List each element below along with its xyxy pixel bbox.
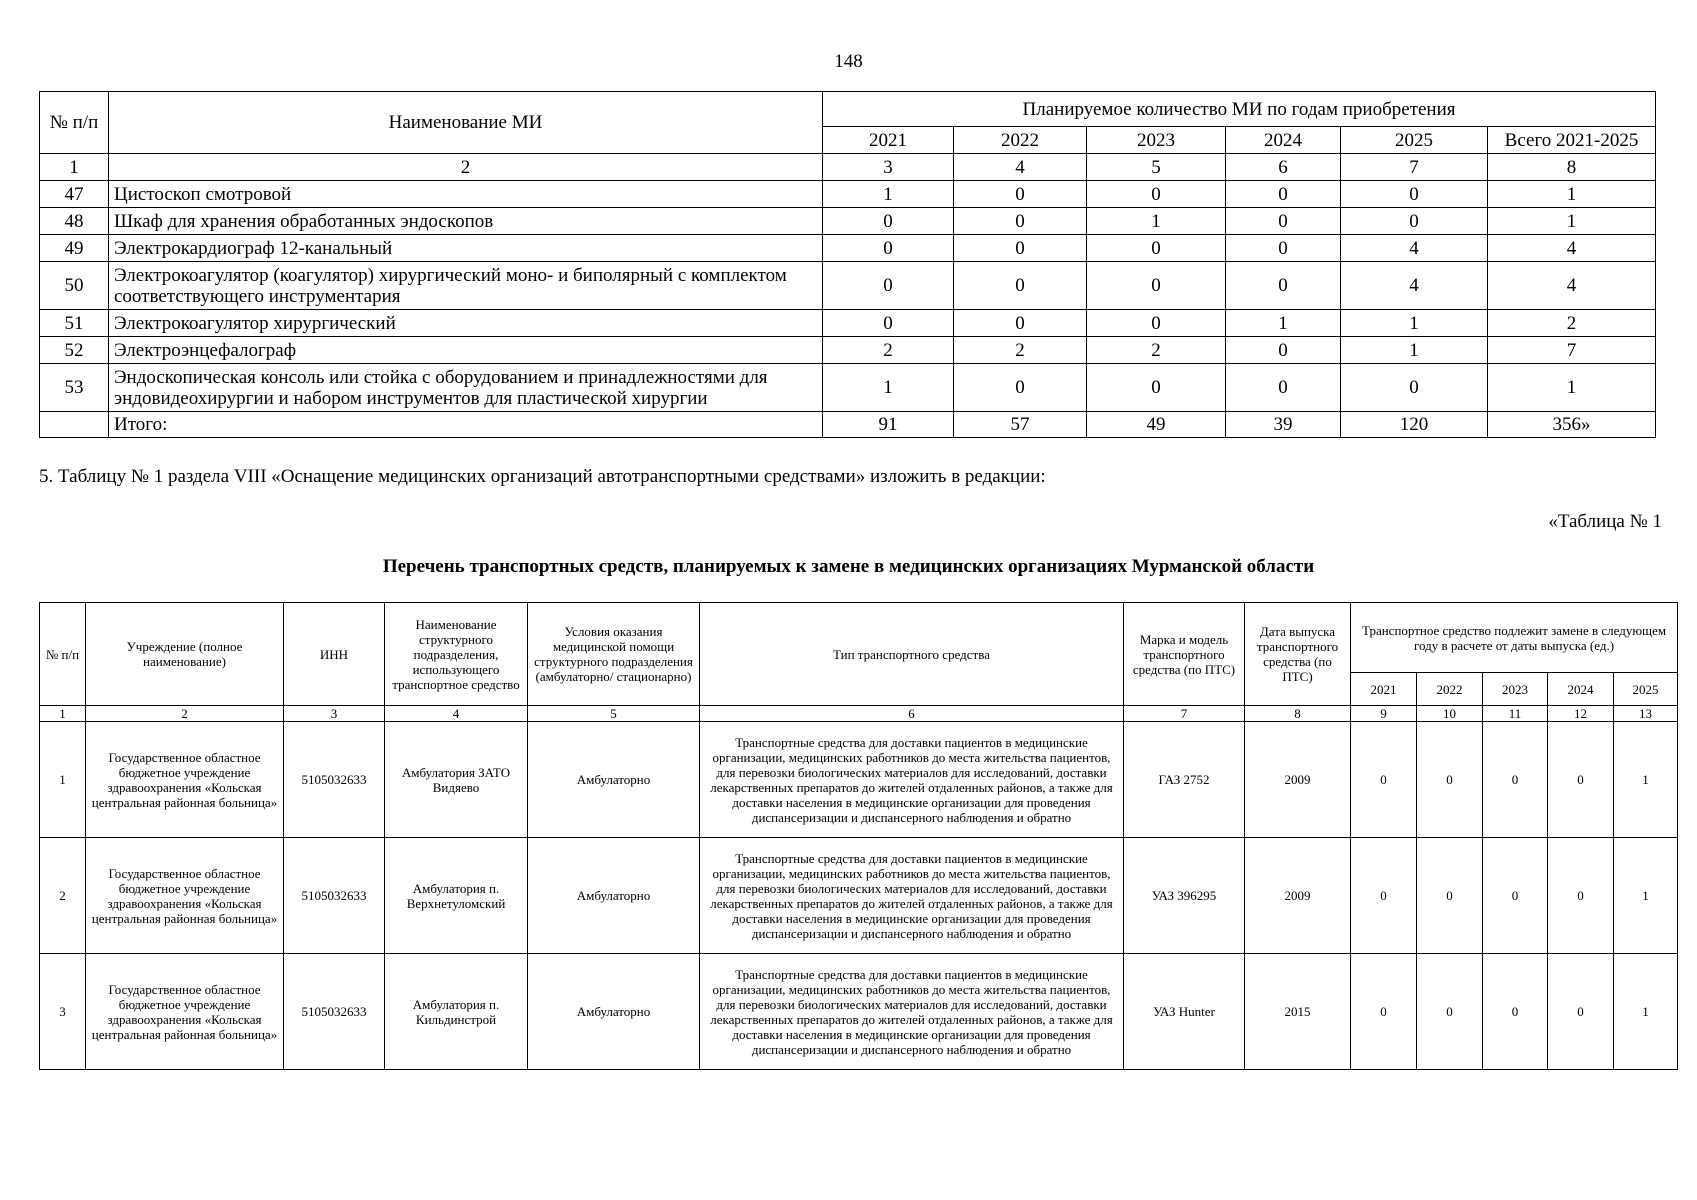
row-value: 1 — [1488, 364, 1656, 412]
row-value: 0 — [954, 262, 1087, 310]
row-value: 0 — [1548, 838, 1614, 954]
column-number-row — [40, 154, 1656, 181]
row-value: 1 — [823, 181, 954, 208]
row-value: 0 — [823, 310, 954, 337]
col-number: 3 — [823, 154, 954, 181]
row-value: 0 — [1226, 181, 1341, 208]
row-value: 0 — [823, 235, 954, 262]
row-model: УАЗ Hunter — [1124, 954, 1245, 1070]
row-name: Шкаф для хранения обработанных эндоскопов — [109, 208, 823, 235]
row-release: 2009 — [1245, 838, 1351, 954]
row-value: 0 — [1087, 310, 1226, 337]
col-number: 8 — [1488, 154, 1656, 181]
row-unit: Амбулатория п. Верхнетуломский — [385, 838, 528, 954]
row-value: 0 — [1548, 954, 1614, 1070]
col-number: 9 — [1351, 706, 1417, 722]
row-num: 49 — [40, 235, 109, 262]
row-value: 0 — [823, 262, 954, 310]
row-value: 0 — [954, 235, 1087, 262]
header-unit: Наименование структурного подразделения, использующего транспортное средство — [385, 603, 528, 706]
col-number: 8 — [1245, 706, 1351, 722]
row-num: 1 — [40, 722, 86, 838]
table-row — [40, 722, 1678, 838]
row-value: 7 — [1488, 337, 1656, 364]
row-value: 0 — [954, 364, 1087, 412]
table-row — [40, 838, 1678, 954]
year-header: 2023 — [1087, 127, 1226, 154]
row-value: 1 — [1226, 310, 1341, 337]
year-header: 2021 — [823, 127, 954, 154]
col-number: 7 — [1124, 706, 1245, 722]
header-name: Наименование МИ — [109, 92, 823, 154]
row-value: 4 — [1341, 262, 1488, 310]
row-vehicle-type: Транспортные средства для доставки пациентов в медицинские организации, медицинских работников до места жительства пациентов, для перевозки биологических материалов для исследований, доставки лекарственных препаратов до жителей отдаленных районов, а также для доставки населения в медицинские организации для проведения диспансеризации и диспансерного наблюдения и обратно — [700, 954, 1124, 1070]
page-number: 148 — [834, 51, 863, 72]
row-inn: 5105032633 — [284, 838, 385, 954]
row-inn: 5105032633 — [284, 954, 385, 1070]
col-number: 10 — [1417, 706, 1483, 722]
row-num: 2 — [40, 838, 86, 954]
row-value: 0 — [1226, 364, 1341, 412]
row-name: Эндоскопическая консоль или стойка с оборудованием и принадлежностями для эндовидеохирургии и набором инструментов для пластической хирургии — [109, 364, 823, 412]
row-conditions: Амбулаторно — [528, 838, 700, 954]
col-number: 4 — [954, 154, 1087, 181]
year-header: 2025 — [1341, 127, 1488, 154]
row-num: 52 — [40, 337, 109, 364]
table-reference: «Таблица № 1 — [1548, 511, 1662, 532]
column-number-row — [40, 706, 1678, 722]
row-value: 0 — [1341, 364, 1488, 412]
col-number: 6 — [700, 706, 1124, 722]
row-value: 0 — [1341, 208, 1488, 235]
row-value: 0 — [1351, 954, 1417, 1070]
row-conditions: Амбулаторно — [528, 722, 700, 838]
vehicles-table — [39, 602, 1678, 1070]
col-number: 11 — [1483, 706, 1548, 722]
row-value: 1 — [1488, 208, 1656, 235]
row-value: 1 — [1087, 208, 1226, 235]
row-name: Электрокоагулятор хирургический — [109, 310, 823, 337]
header-vehicle-type: Тип транспортного средства — [700, 603, 1124, 706]
row-model: ГАЗ 2752 — [1124, 722, 1245, 838]
row-name: Электрокардиограф 12-канальный — [109, 235, 823, 262]
total-value: 120 — [1341, 412, 1488, 438]
year-header: Всего 2021-2025 — [1488, 127, 1656, 154]
table-row — [40, 337, 1656, 364]
row-value: 0 — [1351, 838, 1417, 954]
row-value: 2 — [1087, 337, 1226, 364]
row-value: 0 — [1483, 722, 1548, 838]
row-name: Электроэнцефалограф — [109, 337, 823, 364]
year-header: 2024 — [1548, 673, 1614, 706]
row-vehicle-type: Транспортные средства для доставки пациентов в медицинские организации, медицинских работников до места жительства пациентов, для перевозки биологических материалов для исследований, доставки лекарственных препаратов до жителей отдаленных районов, а также для доставки населения в медицинские организации для проведения диспансеризации и диспансерного наблюдения и обратно — [700, 722, 1124, 838]
total-row — [40, 412, 1656, 438]
row-vehicle-type: Транспортные средства для доставки пациентов в медицинские организации, медицинских работников до места жительства пациентов, для перевозки биологических материалов для исследований, доставки лекарственных препаратов до жителей отдаленных районов, а также для доставки населения в медицинские организации для проведения диспансеризации и диспансерного наблюдения и обратно — [700, 838, 1124, 954]
row-value: 1 — [1614, 954, 1678, 1070]
header-inn: ИНН — [284, 603, 385, 706]
row-value: 0 — [1417, 722, 1483, 838]
year-header: 2022 — [954, 127, 1087, 154]
row-value: 1 — [1488, 181, 1656, 208]
year-header: 2021 — [1351, 673, 1417, 706]
total-value: 91 — [823, 412, 954, 438]
row-num: 51 — [40, 310, 109, 337]
row-value: 2 — [1488, 310, 1656, 337]
header-conditions: Условия оказания медицинской помощи структурного подразделения (амбулаторно/ стационарно) — [528, 603, 700, 706]
row-value: 0 — [1087, 262, 1226, 310]
header-num: № п/п — [40, 92, 109, 154]
row-name: Электрокоагулятор (коагулятор) хирургический моно- и биполярный с комплектом соответствующего инструментария — [109, 262, 823, 310]
row-unit: Амбулатория п. Кильдинстрой — [385, 954, 528, 1070]
medical-instruments-table — [39, 91, 1656, 438]
col-number: 13 — [1614, 706, 1678, 722]
total-value: 39 — [1226, 412, 1341, 438]
row-value: 0 — [1226, 337, 1341, 364]
row-value: 0 — [1087, 235, 1226, 262]
col-number: 6 — [1226, 154, 1341, 181]
row-value: 0 — [954, 208, 1087, 235]
col-number: 1 — [40, 154, 109, 181]
col-number: 4 — [385, 706, 528, 722]
row-institution: Государственное областное бюджетное учреждение здравоохранения «Кольская центральная районная больница» — [86, 838, 284, 954]
year-header: 2025 — [1614, 673, 1678, 706]
header-institution: Учреждение (полное наименование) — [86, 603, 284, 706]
row-value: 0 — [1483, 954, 1548, 1070]
table-row — [40, 310, 1656, 337]
row-release: 2015 — [1245, 954, 1351, 1070]
col-number: 3 — [284, 706, 385, 722]
total-value: 356» — [1488, 412, 1656, 438]
header-num: № п/п — [40, 603, 86, 706]
row-num: 50 — [40, 262, 109, 310]
col-number: 1 — [40, 706, 86, 722]
header-model: Марка и модель транспортного средства (по ПТС) — [1124, 603, 1245, 706]
row-model: УАЗ 396295 — [1124, 838, 1245, 954]
row-institution: Государственное областное бюджетное учреждение здравоохранения «Кольская центральная районная больница» — [86, 954, 284, 1070]
row-value: 1 — [823, 364, 954, 412]
row-institution: Государственное областное бюджетное учреждение здравоохранения «Кольская центральная районная больница» — [86, 722, 284, 838]
row-release: 2009 — [1245, 722, 1351, 838]
row-value: 1 — [1614, 722, 1678, 838]
row-value: 0 — [1226, 235, 1341, 262]
row-value: 1 — [1341, 310, 1488, 337]
row-value: 0 — [1087, 364, 1226, 412]
year-header: 2023 — [1483, 673, 1548, 706]
row-value: 0 — [1341, 181, 1488, 208]
col-number: 5 — [528, 706, 700, 722]
col-number: 5 — [1087, 154, 1226, 181]
col-number: 2 — [109, 154, 823, 181]
row-value: 2 — [823, 337, 954, 364]
table-row — [40, 954, 1678, 1070]
row-value: 0 — [1087, 181, 1226, 208]
row-value: 4 — [1488, 235, 1656, 262]
row-value: 4 — [1488, 262, 1656, 310]
total-value: 57 — [954, 412, 1087, 438]
col-number: 7 — [1341, 154, 1488, 181]
row-value: 0 — [1417, 838, 1483, 954]
header-planned: Планируемое количество МИ по годам приобретения — [823, 92, 1656, 127]
row-value: 0 — [1351, 722, 1417, 838]
row-value: 1 — [1341, 337, 1488, 364]
table-row — [40, 208, 1656, 235]
row-name: Цистоскоп смотровой — [109, 181, 823, 208]
row-num: 47 — [40, 181, 109, 208]
row-value: 2 — [954, 337, 1087, 364]
row-value: 0 — [1417, 954, 1483, 1070]
row-value: 0 — [954, 310, 1087, 337]
row-num: 53 — [40, 364, 109, 412]
table-row — [40, 364, 1656, 412]
row-num: 48 — [40, 208, 109, 235]
table-title: Перечень транспортных средств, планируемых к замене в медицинских организациях Мурманской области — [382, 556, 1315, 577]
table-row — [40, 262, 1656, 310]
row-value: 0 — [823, 208, 954, 235]
row-inn: 5105032633 — [284, 722, 385, 838]
total-empty — [40, 412, 109, 438]
year-header: 2022 — [1417, 673, 1483, 706]
year-header: 2024 — [1226, 127, 1341, 154]
row-value: 0 — [1483, 838, 1548, 954]
table-row — [40, 181, 1656, 208]
row-num: 3 — [40, 954, 86, 1070]
row-value: 1 — [1614, 838, 1678, 954]
row-value: 0 — [954, 181, 1087, 208]
header-replacement: Транспортное средство подлежит замене в следующем году в расчете от даты выпуска (ед.) — [1351, 603, 1678, 673]
row-unit: Амбулатория ЗАТО Видяево — [385, 722, 528, 838]
header-release-date: Дата выпуска транспортного средства (по ПТС) — [1245, 603, 1351, 706]
row-conditions: Амбулаторно — [528, 954, 700, 1070]
instruction-paragraph: 5. Таблицу № 1 раздела VIII «Оснащение медицинских организаций автотранспортными средствами» изложить в редакции: — [39, 466, 1046, 487]
col-number: 2 — [86, 706, 284, 722]
row-value: 0 — [1226, 208, 1341, 235]
total-value: 49 — [1087, 412, 1226, 438]
row-value: 0 — [1226, 262, 1341, 310]
col-number: 12 — [1548, 706, 1614, 722]
table-row — [40, 235, 1656, 262]
row-value: 0 — [1548, 722, 1614, 838]
total-label: Итого: — [109, 412, 823, 438]
row-value: 4 — [1341, 235, 1488, 262]
